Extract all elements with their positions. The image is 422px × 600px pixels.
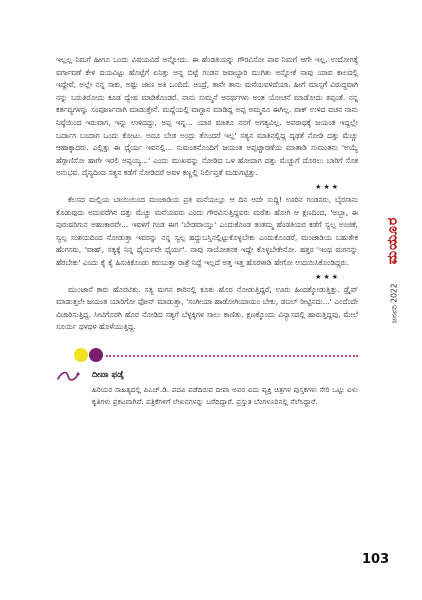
article-paragraph-2: ಕೆಲಸದ ಮಲ್ಲಿಯ ಬಾಯಿಯಿಂದ ಮಂಜಾಡಿಯ ಪ್ರತಿ ಮನೆಯಲ್ಲೂ ಆ ದಿನ ಅದೇ ಸುದ್ದಿ! ಊರಿನ ಗಂಡಸರು, ಬೈರಸಾನು ಕೊಡುವುದು ಅದುವರೆಗಿನ ದತ್ತು ಮೆಚ್ಚು ಮನೆಯವರು ಎಂದು ಗೌರವಿಸುತ್ತಿದ್ದವರು ಮರೆತು ಹೋಗಿ ಆ ಕ್ಷಣದಿಂದ, 'ಅಬ್ಬಾ, ಈ ಪುರುಷರಿಗುನ ಅಹಂಕಾರವೇ... ಇವಳಿಗೆ ಗಂಡ ಈಗ 'ಬೇಡವಾಯ್ತು' ಎಂದುಕೊಂಡ ತಂತಮ್ಮ ಹೆಂಡತಿಯರ ಕಡೆಗೆ ಸ್ವಲ್ಪ ಅಂಜಿಕೆ, ಸ್ವಲ್ಪ ಸಂಶಯದಿಂದ ನೋಡುತ್ತಾ ಇವರನ್ನು ನನ್ನ ಸ್ವಲ್ಪ ಹದ್ದುಬಸ್ತಿನಲ್ಲಿಟ್ಟುಕೊಳ್ಳಬೇಕು ಎಂದುಕೊಂಡರೆ, ಮಂಜಾಡಿಯ ಬಹುತೇಕ ಹೆಂಗಸರು, 'ವಾಹ್, ಸತ್ಯಕ್ಕೆ ನಿನ್ನ ಧೈರ್ಯವೇ ಧೈರ್ಯ'. ನಾವು ಸಾಯೋತನಕ ಇದ್ದೇ ಕೊಳ್ಳಬೇಕೇನೋ. ಹತ್ತರ 'ಇಂಥ ಮಗನನ್ನು ಹೆರಬೇಕು' ಎಂದು ಕೈ ಕೈ ಹಿಸುಕಿಕೊಂಡು ಕರುಬುತ್ತಾ ರಾತ್ರೆ ನಿದ್ದೆ ಇಲ್ಲದೆ ಅತ್ತ ಇತ್ತ ಹೊರಳಾಡಿ ಹೇಗೋ ಉದಯಿಸಿಕೊಂಡಿದ್ದರು. <box>56 194 358 267</box>
article-body <box>56 54 358 408</box>
yellow-dot-decoration <box>74 348 88 362</box>
purple-dot-decoration <box>89 348 103 362</box>
magazine-name: ಮಯೂರ <box>384 216 401 265</box>
page-number: 103 <box>362 552 390 567</box>
dotted-rule <box>106 355 358 357</box>
ink-swirl-icon <box>56 370 80 384</box>
article-paragraph-1: ಇಲ್ಲಲ್ಲ ನಿಮಗೆ ಹೀಗೂ ಒಂದು ವಿಷಯವಿದೆ ಅನ್ನೋದು. ಈ ಹೆಂಡತಿಯನ್ನು ಗೌರವಿಸೋ ಪಾಠ ನಿಮಗೆ ಆಗೇ ಇಲ್ಲ. ಉದೋಗಕ್ಕೆ ವರ್ಗಾವಣೆ ಕೇಳಿ ದಯವಿಟ್ಟು ಹೊಟ್ಟೆಗೆ ಏನಿತ್ತು ಅನ್ನ ಬಿಟ್ಟೆ ಗಂಡನ ಜವಾಬ್ದಾರಿ ಮುಗಿತು ಅನ್ನೋಕೆ ನಾವು ಯಾವ ಕಾಲದಲ್ಲಿ ಇದ್ದೇವೆ, ಅಲ್ಲೇ ನನ್ನ ಸಾಕು, ಅಷ್ಟು ಜಾಣ ಅತಿ ಒಂದಿದೆ. ಅಂದ್ರೆ, ತಾನೇ ತಾನು ಮನೆಯವಳಿದೆಯಾ. ಹೀಗೆ ಮಾಸ್ಸಗೆ ವಿರುದ್ಧವಾಗಿ ನನ್ನು ಬರುತಿರೋದು ಕೂಡ ದ್ವೇಷ ಮಾಡಿಕೊಂಡರೆ. ನಾನು ಸುಮ್ಮನೆ ಅನರ್ಥಗಳು ಅಂತ ಯೋಚನೆ ಮಾಡೋದು ತಪ್ಪಂತೆ. ನನ್ನ ಕರ್ತವ್ಯಗಳನ್ನು ಸಂಪೂರ್ಣವಾಗಿ ಮಾಡುತ್ತೇನೆ. ಮದ್ದೆಯಲ್ಲಿ ವಾಗ್ದಾನ ಮಾಡಿದ್ದ ಅಪ್ಪ ಅಮ್ಮನೂ ಈಗಿಲ್ಲ. ವಾಕ್ ಉಳಿದ ವಚನ ನಾನು ನಿಷ್ಠೆಯಿಂದ ಇರುವಾಗ, ಇನ್ನು ಉಳಿದದ್ದು, ಅಪ್ಪ ಇನ್ನ... ಯಾರ ಮಾತೂ ನನಗೆ ಅಗತ್ಯವಿಲ್ಲ. ಅಪರಾಧಕ್ಕೆ ಜಯಂತ ಇದ್ದಲ್ಲೇ ಬರ್ದಾಗ ಬಂದಾಗ ಒಂದು ಕೋಟು. ಅದೂ ಬೇಡ ಅಂದ್ರು ತೊಂದರೆ ಇಲ್ಲ' ಸತ್ಯನ ಮಾತಿನಲ್ಲಿದ್ದ ದೃಢತೆ ನೋಡಿ ದತ್ತು ಮೆಚ್ಚು ಆಹಾಕ್ಕಾದರು. ಎಲ್ಲಿತ್ತು ಈ ಧೈರ್ಯ ಇವನಲ್ಲಿ... ಸುಮಂತನೊಂದಿಗೆ ಜಯಂತ ಅಪ್ಪಚ್ಚಾರಣೆಯ ಮಾತಾಡಿ ಸುಮಂತನು 'ಅಯ್ಯೆ ಹೆಗ್ಗಾಣಿಸೋ ಹಾಗೇ ಇರಲಿ ಅಪ್ಪಯ್ಯ...' ಎಂದು ಮುಖವನ್ನು ನೋಡಿದ ಒಳ ಹೋದಾಗ ದತ್ತು ಮೆಚ್ಚುಗೆ ದೊರಲು ಬಾರಿಗೆ ಸೊಕ ಅನುಭವ. ದೈನ್ಯದಿಂದ ಸತ್ಯನ ಕಡೆಗೆ ನೋಡಿದರೆ ಅವಳ ಕಣ್ಣಲ್ಲಿ ನಿರ್ಲಿಪ್ತತೆ ಮಡುಗಟ್ಟಿತ್ತು. <box>56 55 358 178</box>
issue-date: ಜನವರಿ 2022 <box>389 283 399 324</box>
author-name: ದೀಪಾ ಫಡ್ಕೆ <box>92 369 124 380</box>
author-divider <box>56 344 358 366</box>
running-sidebar <box>384 150 401 390</box>
author-block <box>56 368 358 408</box>
section-separator-2: ★★★ <box>315 272 340 281</box>
article-paragraph-3: ಮುಂಜಾನೆ ಕಾರು ಹೊರಟಿತು. ಸತ್ಯ ಮಗನ ಕಾರಿನಲ್ಲಿ ಕೂತು ಹೊರ ನೋಡುತ್ತಿದ್ದರೆ, ಊರು ಹಿಂದಕ್ಕೋಡುತ್ತಿತ್ತು. ಡ್ರೈವ್ ಮಾಡುತ್ತಲೇ ಜಯಂತ ಯಾರಿಗೋ ಫೋನ್ ಮಾಡುತ್ತಾ, 'ಸಂಗೀಯಾ ಹಾಡೋಗಿಯಾಯಂ ಬೇಕು, ಡಬಲ್ ರೀಟ್ಟಿನದು...' ಎಂದೆಂದೇ ವಿಚಾರಿಸುತ್ತಿದ್ದ. ಸೀಟಿಗೊರಗಿ ಹೊರ ನೋಡಿದ ಸತ್ಯಗೆ ಬೆಳ್ಳಕ್ಕಿಗಳ ಸಾಲು ಕಾಣಿತು. ಕ್ಷಣಕ್ಕೊಂದು ವಿನ್ಯಾಸದಲ್ಲಿ ಹಾರುತ್ತಿದ್ದವು, ಮೇಲೆ ಸೂರ್ಯ ಥಳಥಳ ಹೊಳೆಯುತ್ತಿದ್ದ. <box>56 284 358 332</box>
author-bio: ಹಿರಿಯರ ಸಾಹಿತ್ಯದಲ್ಲಿ ಪಿಎಚ್.ಡಿ. ಪದವಿ ಪಡೆದಿರುವ ದೀಪಾ ಅವರ ಐದು ವ್ಯಕ್ತಿ ಚಿತ್ರಗಳ ಪುಸ್ತಕಗಳು ಸೇರಿ ಒಟ್ಟು ಐಳು ಕೃತಿಗಳು ಪ್ರಕಟವಾಗಿವೆ. ಪತ್ರಿಕೆಗಳಿಗೆ ಲೇಖನಗಳನ್ನು ಬರೆದಿದ್ದಾರೆ. ಪ್ರಸ್ತುತ ಬೆಂಗಳೂರಿನಲ್ಲಿ ನೆಲೆಸಿದ್ದಾರೆ. <box>92 384 358 406</box>
section-separator-1: ★★★ <box>315 182 340 191</box>
